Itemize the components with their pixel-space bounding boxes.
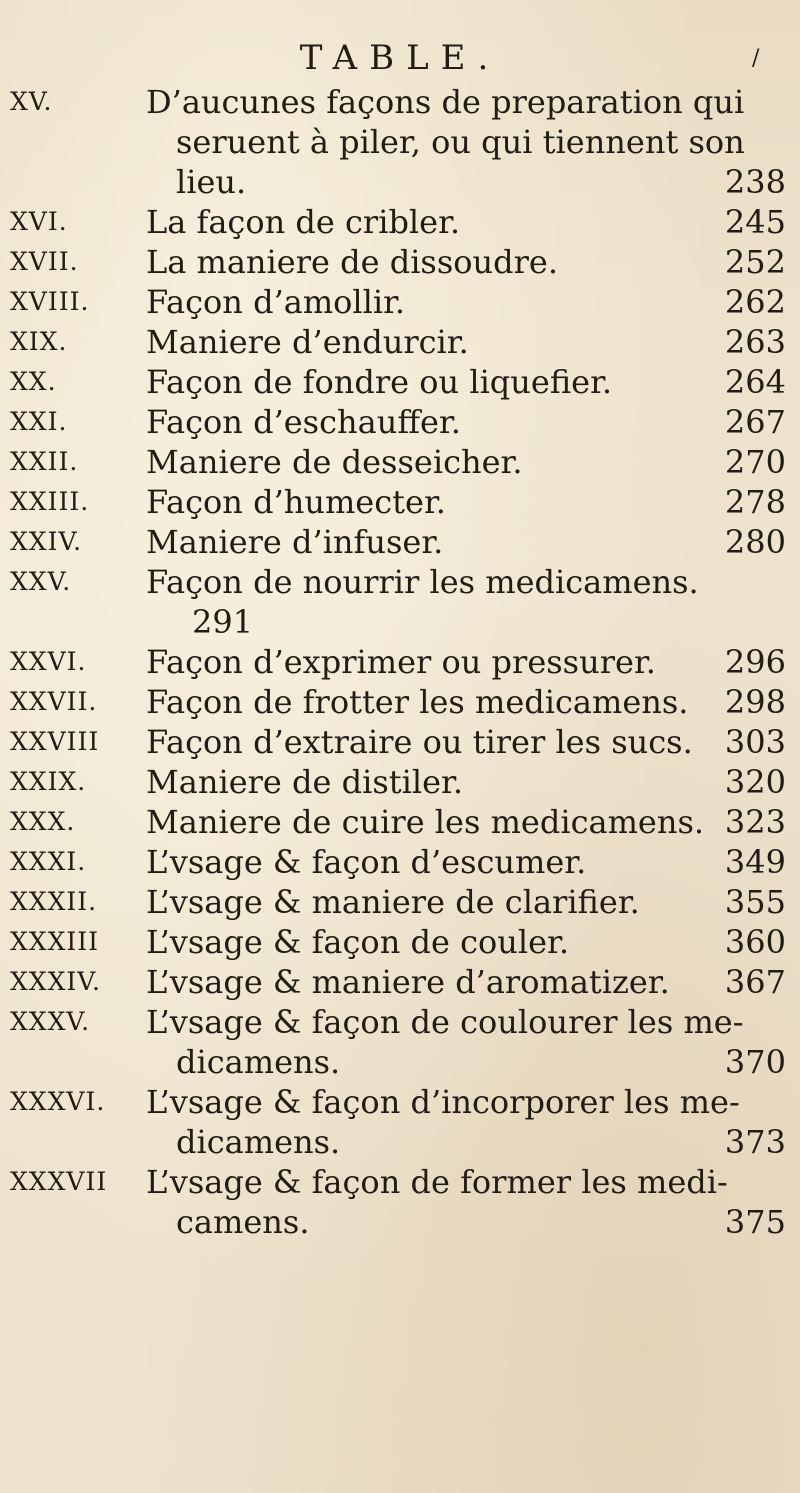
chapter-title-line: L’vsage & façon de coulourer les me- — [146, 1003, 744, 1041]
chapter-title-line: Maniere d’endurcir. — [146, 323, 469, 361]
chapter-title-line: Maniere de cuire les medicamens. — [146, 803, 705, 841]
chapter-title-line: Façon d’humecter. — [146, 483, 446, 521]
toc-entry — [0, 682, 800, 722]
chapter-number: XXX. — [10, 807, 76, 836]
toc-entry — [0, 242, 800, 282]
chapter-number: XXIX. — [10, 767, 87, 796]
chapter-title — [146, 802, 786, 842]
chapter-title — [146, 402, 786, 442]
chapter-title — [146, 1002, 786, 1082]
chapter-title — [146, 442, 786, 482]
page-number: 367 — [724, 963, 786, 1001]
chapter-number: XXI. — [10, 407, 68, 436]
chapter-number: XXIV. — [10, 527, 83, 556]
chapter-title — [146, 762, 786, 802]
toc-entry — [0, 322, 800, 362]
chapter-title — [146, 522, 786, 562]
chapter-number: XVI. — [10, 207, 68, 236]
toc-entry — [0, 442, 800, 482]
chapter-title-line: Maniere de desseicher. — [146, 443, 523, 481]
chapter-title-line: Façon de frotter les medicamens. — [146, 683, 689, 721]
chapter-number: XXV. — [10, 567, 72, 596]
chapter-title-line: dicamens. — [176, 1123, 341, 1161]
chapter-number: XXXIV. — [10, 967, 101, 996]
chapter-title — [146, 1082, 786, 1162]
chapter-title-line: camens. — [176, 1203, 310, 1241]
chapter-title — [146, 1162, 786, 1242]
toc-entry — [0, 402, 800, 442]
chapter-number: XVII. — [10, 247, 79, 276]
toc-entry — [0, 282, 800, 322]
chapter-title — [146, 922, 786, 962]
chapter-title — [146, 682, 786, 722]
chapter-number: XXXV. — [10, 1007, 91, 1036]
chapter-title-line: L’vsage & maniere de clarifier. — [146, 883, 640, 921]
page-number: 267 — [724, 403, 786, 441]
chapter-number: XXVIII — [10, 727, 100, 756]
chapter-number: XXVI. — [10, 647, 87, 676]
page-number: 245 — [724, 203, 786, 241]
page-number: 323 — [724, 803, 786, 841]
chapter-number: XXXI. — [10, 847, 87, 876]
page-number: 360 — [724, 923, 786, 961]
chapter-number: XX. — [10, 367, 57, 396]
chapter-title — [146, 882, 786, 922]
chapter-number: XXXIII — [10, 927, 100, 956]
chapter-title-line: L’vsage & façon de couler. — [146, 923, 569, 961]
toc-entry — [0, 1082, 800, 1162]
toc-entry — [0, 202, 800, 242]
chapter-number: XXXVI. — [10, 1087, 106, 1116]
chapter-title-line: Maniere d’infuser. — [146, 523, 444, 561]
page-number: 238 — [724, 163, 786, 201]
chapter-title-line: Façon de nourrir les medicamens. — [146, 563, 699, 601]
page-number: 291 — [192, 603, 254, 641]
toc-entry — [0, 1002, 800, 1082]
chapter-number: XV. — [10, 87, 53, 116]
toc-entry — [0, 962, 800, 1002]
toc-entry — [0, 762, 800, 802]
toc-entry — [0, 1162, 800, 1242]
chapter-title — [146, 242, 786, 282]
chapter-number: XXIII. — [10, 487, 90, 516]
toc-entry — [0, 642, 800, 682]
chapter-title-line: seruent à piler, ou qui tiennent son — [176, 123, 745, 161]
page-number: 270 — [724, 443, 786, 481]
toc-entry — [0, 842, 800, 882]
chapter-title — [146, 562, 786, 642]
page-number: 278 — [724, 483, 786, 521]
chapter-title-line: L’vsage & façon d’escumer. — [146, 843, 587, 881]
chapter-title-line: lieu. — [176, 163, 247, 201]
chapter-title-line: L’vsage & façon d’incorporer les me- — [146, 1083, 740, 1121]
chapter-title — [146, 202, 786, 242]
toc-entry — [0, 562, 800, 642]
page-number: 303 — [724, 723, 786, 761]
chapter-title-line: La maniere de dissoudre. — [146, 243, 559, 281]
chapter-title — [146, 722, 786, 762]
chapter-number: XXXII. — [10, 887, 98, 916]
chapter-title — [146, 362, 786, 402]
table-of-contents — [0, 82, 800, 1242]
page-number: 252 — [724, 243, 786, 281]
chapter-title-line: Façon de fondre ou liquefier. — [146, 363, 613, 401]
chapter-title — [146, 842, 786, 882]
toc-entry — [0, 802, 800, 842]
toc-entry — [0, 722, 800, 762]
chapter-title — [146, 322, 786, 362]
chapter-title-line: L’vsage & façon de former les medi- — [146, 1163, 728, 1201]
chapter-number: XXII. — [10, 447, 79, 476]
page-number: 320 — [724, 763, 786, 801]
page-number: 262 — [724, 283, 786, 321]
page-number: 280 — [724, 523, 786, 561]
chapter-title-line: La façon de cribler. — [146, 203, 461, 241]
toc-entry — [0, 482, 800, 522]
page-number: 375 — [724, 1203, 786, 1241]
chapter-title — [146, 482, 786, 522]
chapter-number: XIX. — [10, 327, 68, 356]
chapter-number: XXXVII — [10, 1167, 108, 1196]
page-number: 298 — [724, 683, 786, 721]
page-header-mark: / — [752, 46, 760, 71]
page-number: 263 — [724, 323, 786, 361]
chapter-title — [146, 82, 786, 202]
page-number: 264 — [724, 363, 786, 401]
toc-entry — [0, 882, 800, 922]
chapter-title-line: Façon d’eschauffer. — [146, 403, 461, 441]
page-number: 370 — [724, 1043, 786, 1081]
page-number: 373 — [724, 1123, 786, 1161]
chapter-title — [146, 962, 786, 1002]
toc-entry — [0, 922, 800, 962]
toc-entry — [0, 522, 800, 562]
chapter-title-line: Façon d’amollir. — [146, 283, 406, 321]
page-number: 296 — [724, 643, 786, 681]
chapter-title-line: D’aucunes façons de preparation qui — [146, 83, 745, 121]
page-number: 355 — [724, 883, 786, 921]
chapter-number: XXVII. — [10, 687, 98, 716]
chapter-title-line: Maniere de distiler. — [146, 763, 463, 801]
page-header-title: TABLE. — [299, 38, 501, 78]
toc-entry — [0, 362, 800, 402]
chapter-number: XVIII. — [10, 287, 90, 316]
chapter-title-line: dicamens. — [176, 1043, 341, 1081]
page-number: 349 — [724, 843, 786, 881]
chapter-title-line: Façon d’extraire ou tirer les sucs. — [146, 723, 693, 761]
toc-entry — [0, 82, 800, 202]
chapter-title — [146, 282, 786, 322]
chapter-title-line: L’vsage & maniere d’aromatizer. — [146, 963, 670, 1001]
chapter-title — [146, 642, 786, 682]
chapter-title-line: Façon d’exprimer ou pressurer. — [146, 643, 656, 681]
